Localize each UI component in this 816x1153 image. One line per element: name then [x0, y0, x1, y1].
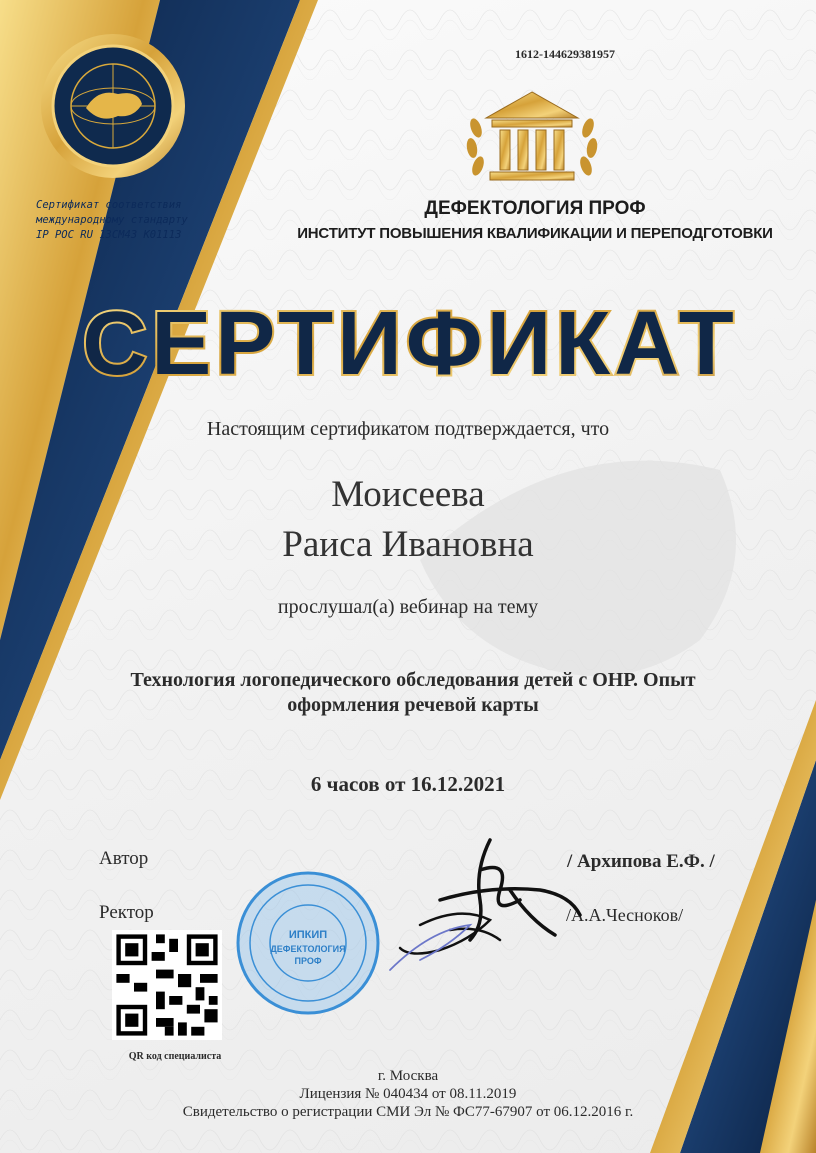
footer-license: Лицензия № 040434 от 08.11.2019 [299, 1086, 517, 1102]
webinar-topic-line-1: Технология логопедического обследования детей с ОНР. Опыт [130, 669, 696, 691]
author-name: / Архипова Е.Ф. / [567, 851, 715, 872]
institute-stamp-icon [233, 868, 383, 1018]
handwritten-signature-icon [380, 830, 600, 980]
organization-name: ДЕФЕКТОЛОГИЯ ПРОФ [424, 198, 646, 219]
svg-text:ДЕФЕКТОЛОГИЯ: ДЕФЕКТОЛОГИЯ [270, 944, 346, 954]
svg-text:ПРОФ: ПРОФ [294, 956, 322, 966]
seal-line-1: Сертификат соответствия [36, 199, 182, 211]
certificate-title-text: СЕРТИФИКАТ [82, 294, 738, 390]
institute-logo-icon [462, 88, 602, 188]
rector-label: Ректор [99, 902, 154, 923]
qr-caption: QR код специалиста [128, 1051, 222, 1062]
rector-name: /А.А.Чесноков/ [566, 905, 684, 925]
heard-text: прослушал(а) вебинар на тему [277, 596, 539, 618]
document-number: 1612-144629381957 [515, 47, 615, 61]
seal-line-3: IP POC RU 13CM43 K01113 [36, 229, 182, 241]
webinar-topic [60, 668, 766, 718]
certification-medal-icon [38, 28, 188, 183]
footer-city: г. Москва [377, 1068, 439, 1084]
seal-line-2: международному стандарту [36, 214, 188, 226]
certificate-title [30, 290, 790, 390]
webinar-topic-line-2: оформления речевой карты [287, 694, 539, 716]
intro-text: Настоящим сертификатом подтверждается, что [206, 418, 610, 440]
certification-seal-text [36, 198, 216, 243]
qr-code[interactable] [112, 930, 222, 1040]
recipient-surname: Моисеева [331, 474, 485, 515]
organization-subtitle: ИНСТИТУТ ПОВЫШЕНИЯ КВАЛИФИКАЦИИ И ПЕРЕПОДГОТОВКИ [297, 225, 773, 242]
footer-media-registration: Свидетельство о регистрации СМИ Эл № ФС77-67907 от 06.12.2016 г. [182, 1104, 634, 1120]
qr-code-icon [112, 930, 222, 1040]
recipient-given-names: Раиса Ивановна [282, 524, 534, 565]
svg-text:ИПКИП: ИПКИП [288, 929, 328, 941]
author-label: Автор [99, 848, 149, 869]
hours-date: 6 часов от 16.12.2021 [310, 772, 506, 796]
